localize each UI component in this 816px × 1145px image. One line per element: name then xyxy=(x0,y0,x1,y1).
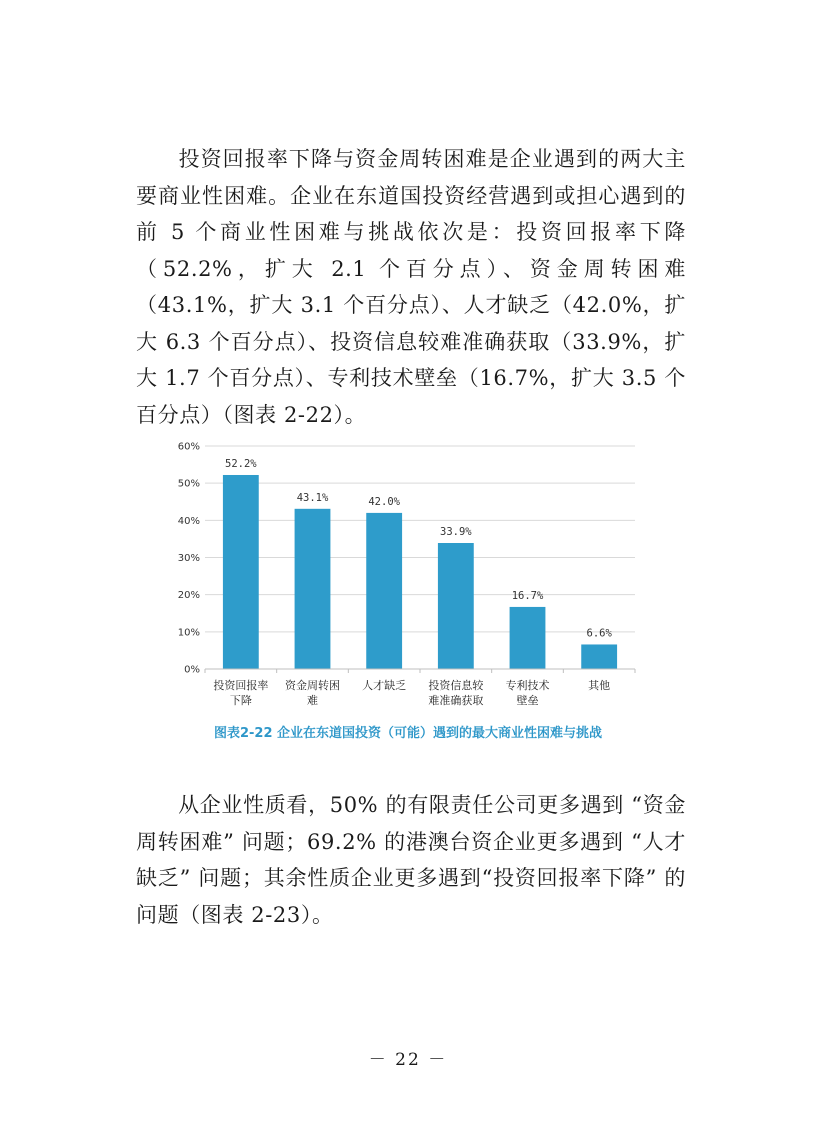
y-tick-label: 40% xyxy=(177,515,200,527)
body-paragraph-1 xyxy=(136,141,686,433)
y-axis-tick-labels xyxy=(178,442,200,676)
y-tick-label: 50% xyxy=(177,478,200,490)
bar xyxy=(295,509,331,669)
category-label: 其他 xyxy=(588,679,611,692)
bar-value-label: 43.1% xyxy=(296,491,329,504)
figure-caption: 图表2-22 企业在东道国投资（可能）遇到的最大商业性困难与挑战 xyxy=(213,726,603,741)
category-label: 专利技术壁垒 xyxy=(505,679,550,707)
y-tick-label: 20% xyxy=(177,590,200,602)
bar xyxy=(438,543,474,669)
y-tick-label: 10% xyxy=(177,627,200,639)
bar-value-label: 16.7% xyxy=(511,589,544,602)
y-tick-label: 0% xyxy=(184,664,200,676)
x-axis xyxy=(205,669,635,673)
chart-gridlines xyxy=(205,446,635,632)
page-number: － 22 － xyxy=(368,1050,448,1070)
chart-value-labels xyxy=(225,458,612,639)
paragraph-2-text: 从企业性质看，50% 的有限责任公司更多遇到 “资金周转困难” 问题；69.2% 的港澳台资企业更多遇到 “人才缺乏” 问题；其余性质企业更多遇到“投资回报率下降” 的问题（图表 2-23）。 xyxy=(136,793,686,927)
bar xyxy=(366,513,402,669)
category-label: 投资回报率下降 xyxy=(213,679,269,707)
x-axis-category-labels xyxy=(213,678,610,707)
bar xyxy=(581,644,617,669)
bar-chart xyxy=(170,435,645,707)
chart-bars xyxy=(223,475,617,669)
bar xyxy=(510,607,546,669)
bar-value-label: 52.2% xyxy=(225,457,257,470)
bar-value-label: 33.9% xyxy=(440,526,472,539)
category-label: 投资信息较难准确获取 xyxy=(428,679,484,707)
category-label: 资金周转困难 xyxy=(285,679,340,707)
bar-value-label: 6.6% xyxy=(586,627,612,640)
y-tick-label: 60% xyxy=(177,441,200,453)
bar-value-label: 42.0% xyxy=(368,495,400,508)
body-paragraph-2 xyxy=(136,787,686,933)
y-tick-label: 30% xyxy=(177,553,200,564)
paragraph-1-text: 投资回报率下降与资金周转困难是企业遇到的两大主要商业性困难。企业在东道国投资经营遇到或担心遇到的前 5 个商业性困难与挑战依次是：投资回报率下降（52.2%，扩大 2.1 个百分点）、资金周转困难（43.1%，扩大 3.1 个百分点）、人才缺乏（42.0%，扩大 6.3 个百分点）、投资信息较难准确获取（33.9%，扩大 1.7 个百分点）、专利技术壁垒（16.7%，扩大 3.5 个百分点）（图表 2-22）。 xyxy=(136,147,686,427)
category-label: 人才缺乏 xyxy=(362,679,407,692)
bar xyxy=(223,475,259,669)
